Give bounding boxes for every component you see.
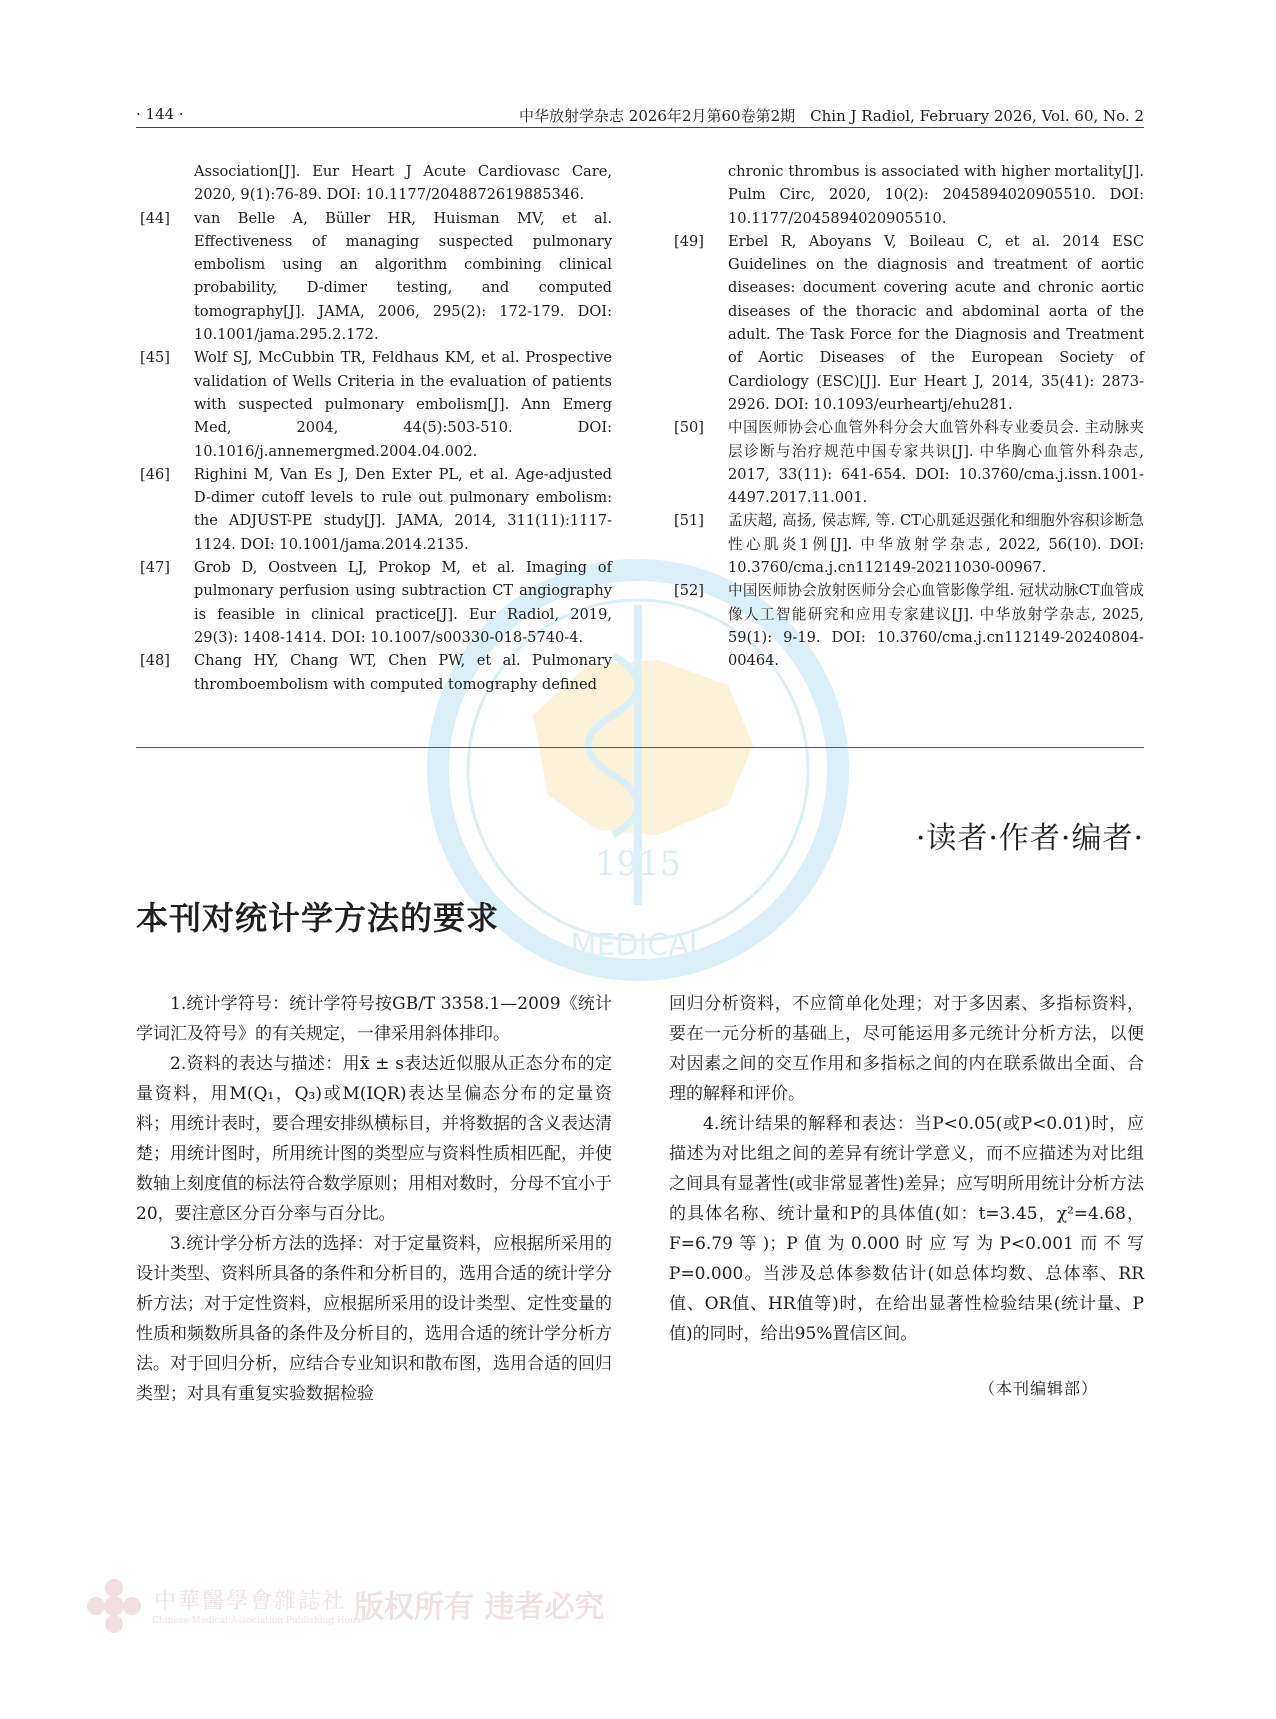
article-title: 本刊对统计学方法的要求 xyxy=(136,899,500,937)
reference-list-left xyxy=(140,160,612,696)
reference-number: [49] xyxy=(674,232,704,250)
rights-notice: 版权所有 违者必究 xyxy=(354,1590,605,1625)
reference-text: Grob D, Oostveen LJ, Prokop M, et al. Imaging of pulmonary perfusion using subtraction CT angiography is feasible in clinical practice[J]. Eur Radiol, 2019, 29(3): 1408-1414. DOI: 10.1007/s00330-018-5740-4. xyxy=(194,559,612,646)
publisher-name: 中華醫學會雜誌社 xyxy=(154,1589,347,1614)
reference-number: [48] xyxy=(140,652,170,670)
reference-text: 中国医师协会心血管外科分会大血管外科专业委员会. 主动脉夹层诊断与治疗规范中国专家共识[J]. 中华胸心血管外科杂志, 2017, 33(11): 641-654. DOI: 10.3760/cma.j.issn.1001-4497.2017.11.001. xyxy=(728,419,1144,507)
reference-item xyxy=(674,230,1144,416)
reference-item xyxy=(140,160,612,207)
reference-item xyxy=(140,346,612,462)
flower-logo-icon xyxy=(86,1578,142,1634)
paragraph-expression: 2.资料的表达与描述：用x̄ ± s表达近似服从正态分布的定量资料，用M(Q₁，Q₃)或M(IQR)表达呈偏态分布的定量资料；用统计表时，要合理安排纵横标目，并将数据的含义表达清楚；用统计图时，所用统计图的类型应与资料性质相匹配，并使数轴上刻度值的标法符合数学原则；用相对数时，分母不宜小于20，要注意区分百分率与百分比。 xyxy=(136,1054,612,1224)
svg-text:MEDICAL: MEDICAL xyxy=(570,928,706,963)
editorial-signature: （本刊编辑部） xyxy=(978,1379,1098,1398)
paragraph-interpretation: 4.统计结果的解释和表达：当P<0.05(或P<0.01)时，应描述为对比组之间的差异有统计学意义，而不应描述为对比组之间具有显著性(或非常显著性)差异；应写明所用统计分析方法的具体名称、统计量和P的具体值(如：t=3.45，χ²=4.68，F=6.79等)；P值为0.000时应写为P<0.001而不写P=0.000。当涉及总体参数估计(如总体均数、总体率、RR值、OR值、HR值等)时，在给出显著性检验结果(统计量、P值)的同时，给出95%置信区间。 xyxy=(669,1114,1144,1344)
reference-text: Wolf SJ, McCubbin TR, Feldhaus KM, et al. Prospective validation of Wells Criteria in the evaluation of patients with suspected pulmonary embolism[J]. Ann Emerg Med, 2004, 44(5):503-510. DOI: 10.1016/j.annemergmed.2004.04.002. xyxy=(194,349,612,460)
reference-list-right xyxy=(674,160,1144,673)
publisher-name-en: Chinese Medical Association Publishing House xyxy=(152,1616,366,1626)
reference-item xyxy=(674,509,1144,579)
reference-number: [52] xyxy=(674,582,704,600)
page-number: · 144 · xyxy=(136,105,184,123)
reference-item xyxy=(140,649,612,696)
running-head: 中华放射学杂志 2026年2月第60卷第2期 Chin J Radiol, February 2026, Vol. 60, No. 2 xyxy=(519,107,1144,125)
reference-number: [50] xyxy=(674,419,704,437)
reference-item xyxy=(674,160,1144,230)
reference-item xyxy=(674,416,1144,509)
reference-item xyxy=(140,207,612,347)
reference-number: [46] xyxy=(140,465,170,483)
reference-item xyxy=(140,463,612,556)
column-label: ·读者·作者·编者· xyxy=(915,821,1144,856)
body-column-left xyxy=(136,989,612,1409)
body-column-right xyxy=(669,989,1144,1349)
seal-year: 1915 xyxy=(594,844,682,884)
paragraph-symbols: 1.统计学符号：统计学符号按GB/T 3358.1—2009《统计学词汇及符号》的有关规定，一律采用斜体排印。 xyxy=(136,994,612,1044)
reference-item xyxy=(674,579,1144,672)
reference-number: [44] xyxy=(140,209,170,227)
reference-item xyxy=(140,556,612,649)
reference-number: [51] xyxy=(674,512,704,530)
section-divider xyxy=(136,747,1144,748)
reference-text: Association[J]. Eur Heart J Acute Cardiovasc Care, 2020, 9(1):76-89. DOI: 10.1177/2048872619885346. xyxy=(194,163,612,204)
reference-number: [47] xyxy=(140,559,170,577)
reference-text: Erbel R, Aboyans V, Boileau C, et al. 2014 ESC Guidelines on the diagnosis and treatment of aortic diseases: document covering acute and chronic aortic diseases of the thoracic and abdominal aorta of the adult. The Task Force for the Diagnosis and Treatment of Aortic Diseases of the European Society of Cardiology (ESC)[J]. Eur Heart J, 2014, 35(41): 2873-2926. DOI: 10.1093/eurheartj/ehu281. xyxy=(728,232,1144,413)
paragraph-method-selection: 3.统计学分析方法的选择：对于定量资料，应根据所采用的设计类型、资料所具备的条件和分析目的，选用合适的统计学分析方法；对于定性资料，应根据所采用的设计类型、定性变量的性质和频数所具备的条件及分析目的，选用合适的统计学分析方法。对于回归分析，应结合专业知识和散布图，选用合适的回归类型；对具有重复实验数据检验 xyxy=(136,1234,612,1404)
reference-number: [45] xyxy=(140,349,170,367)
reference-text: Righini M, Van Es J, Den Exter PL, et al. Age-adjusted D-dimer cutoff levels to rule out pulmonary embolism: the ADJUST-PE study[J]. JAMA, 2014, 311(11):1117-1124. DOI: 10.1001/jama.2014.2135. xyxy=(194,465,612,553)
publisher-watermark xyxy=(86,1578,656,1638)
reference-text: chronic thrombus is associated with higher mortality[J]. Pulm Circ, 2020, 10(2): 2045894020905510. DOI: 10.1177/2045894020905510. xyxy=(728,163,1144,227)
reference-text: 中国医师协会放射医师分会心血管影像学组. 冠状动脉CT血管成像人工智能研究和应用专家建议[J]. 中华放射学杂志, 2025, 59(1): 9-19. DOI: 10.3760/cma.j.cn112149-20240804-00464. xyxy=(728,582,1144,670)
reference-text: van Belle A, Büller HR, Huisman MV, et al. Effectiveness of managing suspected pulmonary embolism using an algorithm combining clinical probability, D-dimer testing, and computed tomography[J]. JAMA, 2006, 295(2): 172-179. DOI: 10.1001/jama.295.2.172. xyxy=(194,209,612,344)
page-header xyxy=(136,103,1144,128)
reference-text: Chang HY, Chang WT, Chen PW, et al. Pulmonary thromboembolism with computed tomography defined xyxy=(194,652,612,693)
reference-text: 孟庆超, 高扬, 侯志辉, 等. CT心肌延迟强化和细胞外容积诊断急性心肌炎1例[J]. 中华放射学杂志, 2022, 56(10). DOI: 10.3760/cma.j.cn112149-20211030-00967. xyxy=(728,512,1144,577)
paragraph-method-selection-cont: 回归分析资料，不应简单化处理；对于多因素、多指标资料，要在一元分析的基础上，尽可能运用多元统计分析方法，以便对因素之间的交互作用和多指标之间的内在联系做出全面、合理的解释和评价。 xyxy=(669,994,1144,1104)
